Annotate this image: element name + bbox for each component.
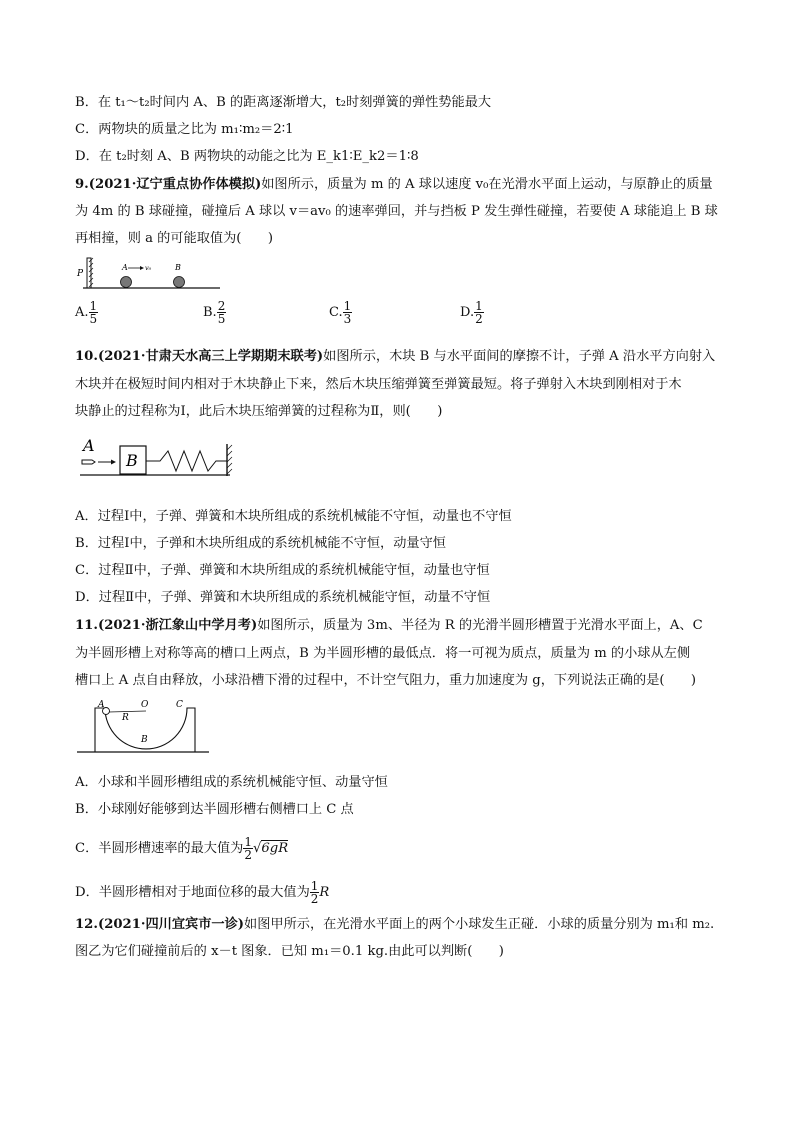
q10-figure	[80, 436, 240, 480]
q10-text1: 如图所示，木块 B 与水平面间的摩擦不计，子弹 A 沿水平方向射入	[323, 349, 716, 364]
q9-wall-p	[87, 258, 91, 288]
q9-figure	[75, 256, 225, 292]
q12-stem-line2: 图乙为它们碰撞前后的 x－t 图象．已知 m₁＝0.1 kg.由此可以判断( )	[75, 944, 504, 959]
q9-stem-line2: 为 4m 的 B 球碰撞，碰撞后 A 球以 v＝av₀ 的速率弹回，并与挡板 P 发生弹性碰撞，若要使 A 球能追上 B 球	[75, 204, 718, 219]
q9-ball-a	[121, 277, 132, 288]
q9-stem-line3: 再相撞，则 a 的可能取值为( )	[75, 231, 273, 246]
q11-option-b[interactable]: B．小球刚好能够到达半圆形槽右侧槽口上 C 点	[75, 802, 354, 817]
q9-option-b[interactable]	[203, 300, 226, 325]
q11-option-d-den: 2	[310, 892, 319, 906]
q11-option-d-text: D．半圆形槽相对于地面位移的最大值为	[75, 885, 310, 900]
q11-label-a: A	[98, 700, 105, 710]
q8-option-b: B．在 t₁～t₂时间内 A、B 的距离逐渐增大，t₂时刻弹簧的弹性势能最大	[75, 95, 492, 110]
q10-number: 10.	[75, 349, 98, 364]
q10-stem-line3: 块静止的过程称为Ⅰ，此后木块压缩弹簧的过程称为Ⅱ，则( )	[75, 404, 443, 419]
q11-option-c[interactable]	[75, 836, 288, 861]
q9-option-a[interactable]	[75, 300, 98, 325]
q11-radius-line	[109, 711, 146, 712]
q9-option-b-fraction	[217, 300, 227, 325]
q9-option-b-letter: B.	[203, 305, 217, 320]
q12-number: 12.	[75, 917, 98, 932]
q10-source: (2021·甘肃天水高三上学期期末联考)	[97, 349, 324, 364]
q9-label-p: P	[77, 269, 84, 279]
q11-label-o: O	[141, 700, 149, 710]
q9-label-b: B	[175, 263, 181, 272]
q9-option-c-den: 3	[343, 312, 352, 326]
q9-option-b-num: 2	[217, 299, 226, 313]
q11-option-d-num: 1	[310, 879, 319, 893]
q9-label-v0: v₀	[145, 264, 152, 272]
q11-option-c-fraction	[243, 836, 253, 861]
q10-stem-line2: 木块并在极短时间内相对于木块静止下来，然后木块压缩弹簧至弹簧最短。将子弹射入木块到刚相对于木	[75, 377, 682, 392]
q11-stem-line3: 槽口上 A 点自由释放，小球沿槽下滑的过程中，不计空气阻力，重力加速度为 g，下列说法正确的是( )	[75, 673, 697, 688]
q9-option-a-den: 5	[89, 312, 98, 326]
q10-option-d[interactable]: D．过程Ⅱ中，子弹、弹簧和木块所组成的系统机械能守恒，动量不守恒	[75, 590, 491, 605]
q11-option-c-sqrt-icon: √	[252, 841, 262, 856]
q10-spring	[146, 451, 227, 471]
q9-option-d-den: 2	[475, 312, 483, 326]
q10-bullet	[82, 460, 95, 464]
q11-stem-line1	[75, 617, 703, 635]
q11-source: (2021·浙江象山中学月考)	[97, 618, 258, 633]
q10-bullet-arrowhead	[111, 460, 116, 465]
q9-option-a-fraction	[89, 300, 99, 325]
q9-option-a-num: 1	[89, 299, 98, 313]
q11-stem-line2: 为半圆形槽上对称等高的槽口上两点，B 为半圆形槽的最低点．将一可视为质点，质量为 m 的小球从左侧	[75, 646, 691, 661]
q9-text1: 如图所示，质量为 m 的 A 球以速度 v₀在光滑水平面上运动，与原静止的质量	[261, 177, 713, 192]
q10-option-b[interactable]: B．过程Ⅰ中，子弹和木块所组成的系统机械能不守恒，动量守恒	[75, 536, 446, 551]
q9-option-d-fraction	[474, 300, 484, 325]
q9-option-c-fraction	[343, 300, 353, 325]
q12-stem-line1	[75, 916, 714, 934]
q10-option-c[interactable]: C．过程Ⅱ中，子弹、弹簧和木块所组成的系统机械能守恒，动量也守恒	[75, 563, 490, 578]
q12-text1: 如图甲所示，在光滑水平面上的两个小球发生正碰．小球的质量分别为 m₁和 m₂.	[244, 917, 715, 932]
q9-option-d[interactable]	[460, 300, 484, 325]
q9-option-b-den: 5	[217, 312, 226, 326]
q11-number: 11.	[75, 618, 98, 633]
q9-velocity-arrowhead	[140, 266, 144, 270]
q11-option-c-den: 2	[244, 848, 252, 862]
q9-option-c[interactable]	[329, 300, 352, 325]
q11-option-d-tail: R	[319, 885, 330, 900]
q11-label-b: B	[141, 735, 148, 745]
q9-label-a: A	[122, 263, 128, 272]
q9-option-c-letter: C.	[329, 305, 343, 320]
q11-option-c-num: 1	[244, 835, 252, 849]
q11-label-r: R	[122, 713, 129, 723]
q12-source: (2021·四川宜宾市一诊)	[97, 917, 245, 932]
q10-wall-hatch	[227, 445, 232, 474]
q11-option-c-text: C．半圆形槽速率的最大值为	[75, 841, 244, 856]
q9-option-c-num: 1	[343, 299, 352, 313]
q9-option-d-num: 1	[475, 299, 483, 313]
q10-label-a: A	[83, 436, 95, 455]
q9-source: (2021·辽宁重点协作体模拟)	[88, 177, 262, 192]
q9-stem-line1	[75, 176, 713, 194]
q9-option-a-letter: A.	[75, 305, 89, 320]
q11-semicircular-groove	[95, 708, 195, 752]
q11-option-d[interactable]	[75, 880, 329, 905]
q9-ball-b	[174, 277, 185, 288]
q11-option-d-fraction	[310, 880, 320, 905]
q10-label-b: B	[126, 451, 138, 470]
q11-option-c-radicand: 6gR	[261, 841, 289, 856]
q8-option-c: C．两物块的质量之比为 m₁∶m₂＝2∶1	[75, 122, 294, 137]
q11-figure	[75, 698, 211, 756]
q10-option-a[interactable]: A．过程Ⅰ中，子弹、弹簧和木块所组成的系统机械能不守恒，动量也不守恒	[75, 509, 512, 524]
q10-stem-line1	[75, 348, 715, 366]
q9-number: 9.	[75, 177, 89, 192]
q11-label-c: C	[176, 700, 183, 710]
q11-option-a[interactable]: A．小球和半圆形槽组成的系统机械能守恒、动量守恒	[75, 775, 388, 790]
q11-text1: 如图所示，质量为 3m、半径为 R 的光滑半圆形槽置于光滑水平面上，A、C	[257, 618, 703, 633]
q9-option-d-letter: D.	[460, 305, 475, 320]
q8-option-d: D．在 t₂时刻 A、B 两物块的动能之比为 E_k1∶E_k2＝1∶8	[75, 149, 419, 164]
